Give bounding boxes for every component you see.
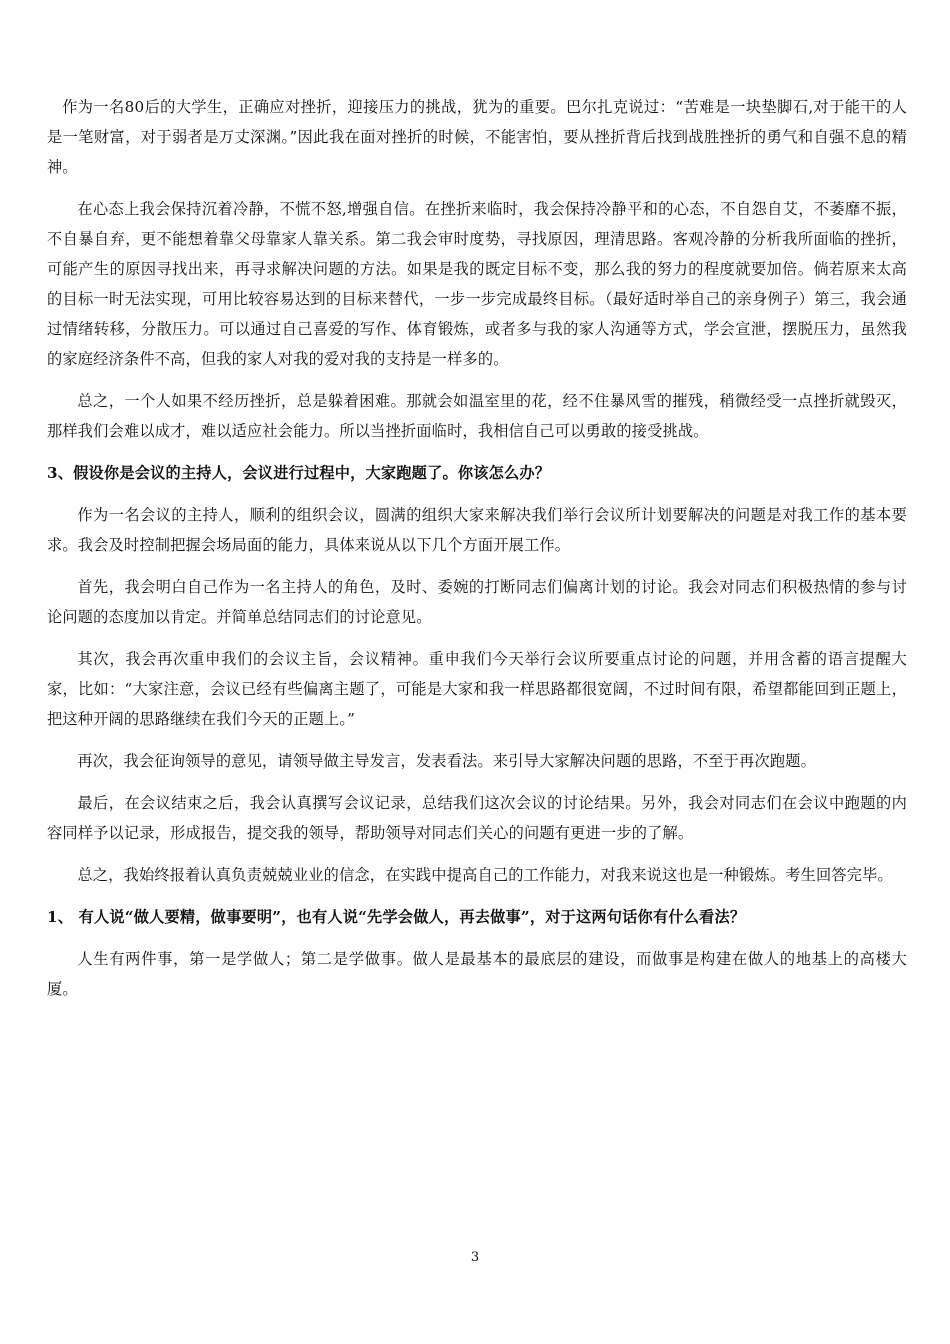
paragraph: 人生有两件事，第一是学做人；第二是学做事。做人是最基本的最底层的建设，而做事是构建在做人的地基上的高楼大厦。	[47, 950, 907, 998]
paragraph: 作为一名会议的主持人，顺利的组织会议，圆满的组织大家来解决我们举行会议所计划要解决的问题是对我工作的基本要求。我会及时控制把握会场局面的能力，具体来说从以下几个方面开展工作。	[47, 506, 907, 554]
question-heading-1: 1、 有人说“做人要精，做事要明”，也有人说“先学会做人，再去做事”，对于这两句话你有什么看法？	[47, 908, 746, 926]
paragraph: 其次，我会再次重申我们的会议主旨，会议精神。重申我们今天举行会议所要重点讨论的问题，并用含蓄的语言提醒大家，比如：“大家注意，会议已经有些偏离主题了，可能是大家和我一样思路都很宽阔，不过时间有限，希望都能回到正题上，把这种开阔的思路继续在我们今天的正题上。”	[47, 650, 907, 728]
paragraph: 在心态上我会保持沉着冷静，不慌不怒,增强自信。在挫折来临时，我会保持冷静平和的心态，不自怨自艾，不萎靡不振，不自暴自弃，更不能想着靠父母靠家人靠关系。第二我会审时度势，寻找原因，理清思路。客观冷静的分析我所面临的挫折，可能产生的原因寻找出来，再寻求解决问题的方法。如果是我的既定目标不变，那么我的努力的程度就要加倍。倘若原来太高的目标一时无法实现，可用比较容易达到的目标来替代，一步一步完成最终目标。（最好适时举自己的亲身例子）第三，我会通过情绪转移，分散压力。可以通过自己喜爱的写作、体育锻炼，或者多与我的家人沟通等方式，学会宣泄，摆脱压力，虽然我的家庭经济条件不高，但我的家人对我的爱对我的支持是一样多的。	[47, 200, 907, 368]
paragraph: 总之，我始终报着认真负责兢兢业业的信念，在实践中提高自己的工作能力，对我来说这也是一种锻炼。考生回答完毕。	[77, 866, 893, 884]
paragraph: 作为一名80后的大学生，正确应对挫折，迎接压力的挑战，犹为的重要。巴尔扎克说过：“苦难是一块垫脚石,对于能干的人是一笔财富，对于弱者是万丈深渊。”因此我在面对挫折的时候，不能害怕，要从挫折背后找到战胜挫折的勇气和自强不息的精神。	[47, 98, 907, 176]
document-page	[47, 92, 907, 1016]
paragraph: 首先，我会明白自己作为一名主持人的角色，及时、委婉的打断同志们偏离计划的讨论。我会对同志们积极热情的参与讨论问题的态度加以肯定。并简单总结同志们的讨论意见。	[47, 578, 907, 626]
paragraph: 再次，我会征询领导的意见，请领导做主导发言，发表看法。来引导大家解决问题的思路，不至于再次跑题。	[77, 752, 816, 770]
page-number: 3	[470, 1250, 480, 1265]
paragraph: 总之，一个人如果不经历挫折，总是躲着困难。那就会如温室里的花，经不住暴风雪的摧残，稍微经受一点挫折就毁灭，那样我们会难以成才，难以适应社会能力。所以当挫折面临时，我相信自己可以勇敢的接受挑战。	[47, 392, 907, 440]
question-heading-3: 3、假设你是会议的主持人，会议进行过程中，大家跑题了。你该怎么办？	[47, 464, 551, 482]
paragraph: 最后，在会议结束之后，我会认真撰写会议记录，总结我们这次会议的讨论结果。另外，我会对同志们在会议中跑题的内容同样予以记录，形成报告，提交我的领导，帮助领导对同志们关心的问题有更进一步的了解。	[47, 794, 907, 842]
